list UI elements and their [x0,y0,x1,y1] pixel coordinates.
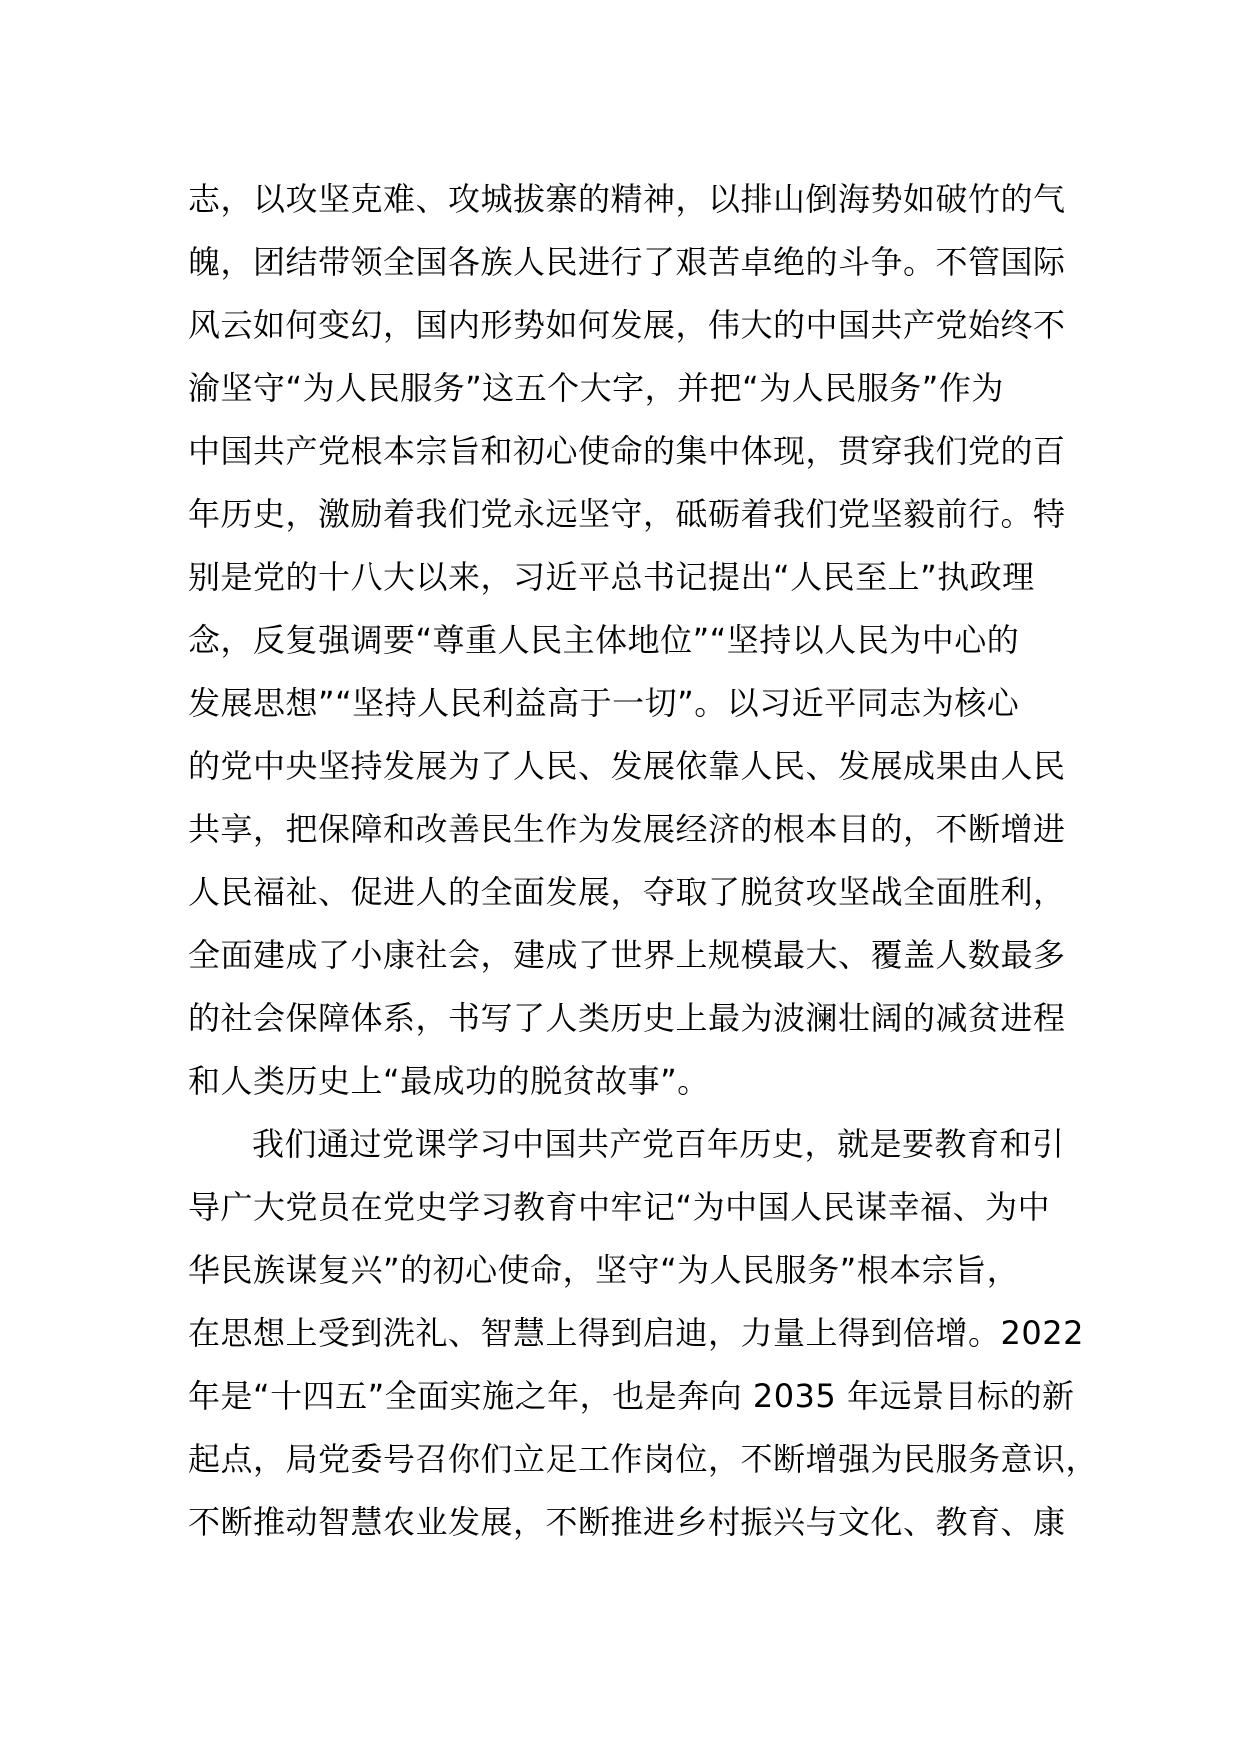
text-line: 别是党的十八大以来，习近平总书记提出“人民至上”执政理 [188,558,1035,596]
text-line: 发展思想”“坚持人民利益高于一切”。以习近平同志为核心 [188,684,1020,722]
text-line: 年历史，激励着我们党永远坚守，砥砺着我们党坚毅前行。特 [188,495,1066,533]
text-line: 中国共产党根本宗旨和初心使命的集中体现，贯穿我们党的百 [188,432,1066,470]
text-line: 的党中央坚持发展为了人民、发展依靠人民、发展成果由人民 [188,747,1066,785]
text-line: 年是“十四五”全面实施之年，也是奔向 2035 年远景目标的新 [188,1377,1075,1415]
text-line: 魄，团结带领全国各族人民进行了艰苦卓绝的斗争。不管国际 [188,243,1066,281]
text-line: 念，反复强调要“尊重人民主体地位”“坚持以人民为中心的 [188,621,1020,659]
text-line: 导广大党员在党史学习教育中牢记“为中国人民谋幸福、为中 [188,1188,1051,1226]
text-line: 在思想上受到洗礼、智慧上得到启迪，力量上得到倍增。2022 [188,1314,1084,1352]
text-line: 华民族谋复兴”的初心使命，坚守“为人民服务”根本宗旨， [188,1251,1020,1289]
text-line: 和人类历史上“最成功的脱贫故事”。 [188,1062,710,1100]
paragraph-2 [188,1113,1099,1554]
text-line: 渝坚守“为人民服务”这五个大字，并把“为人民服务”作为 [188,369,1004,407]
text-line: 我们通过党课学习中国共产党百年历史，就是要教育和引 [252,1125,1065,1163]
text-line: 共享，把保障和改善民生作为发展经济的根本目的，不断增进 [188,810,1066,848]
text-line: 风云如何变幻，国内形势如何发展，伟大的中国共产党始终不 [188,306,1066,344]
paragraph-1 [188,168,1088,1113]
text-line: 起点，局党委号召你们立足工作岗位，不断增强为民服务意识， [188,1440,1099,1478]
text-line: 全面建成了小康社会，建成了世界上规模最大、覆盖人数最多 [188,936,1066,974]
body-text [188,168,1099,1554]
text-line: 人民福祉、促进人的全面发展，夺取了脱贫攻坚战全面胜利， [188,873,1066,911]
text-line: 志，以攻坚克难、攻城拔寨的精神，以排山倒海势如破竹的气 [188,180,1066,218]
text-line: 不断推动智慧农业发展，不断推进乡村振兴与文化、教育、康 [188,1503,1066,1541]
text-line: 的社会保障体系，书写了人类历史上最为波澜壮阔的减贫进程 [188,999,1066,1037]
